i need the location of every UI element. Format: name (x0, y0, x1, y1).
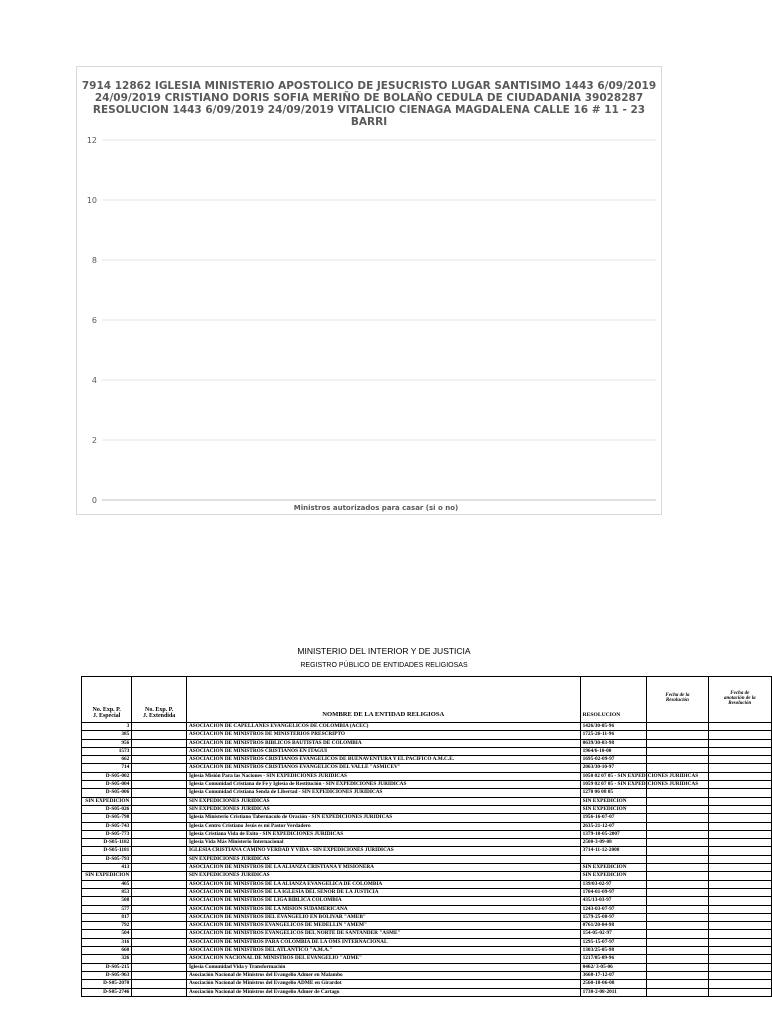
cell-nombre: ASOCIACION DE MINISTROS DE LIGA BIBLICA COLOMBIA (186, 897, 580, 905)
col-header-line: Resolución (728, 700, 752, 706)
cell-fecha-anotacion (708, 814, 771, 822)
cell-nombre: Iglesia Comunidad Cristiana de Fe y Iglesia de Restitución - SIN EXPEDICIONES JURIDICAS (186, 781, 580, 789)
cell-fecha-resolucion (647, 822, 708, 830)
cell-fecha-resolucion (647, 930, 708, 938)
cell-exp-extendida (132, 913, 187, 921)
cell-fecha-resolucion (647, 747, 708, 755)
y-tick-label: 12 (86, 136, 97, 145)
cell-exp-extendida (132, 781, 187, 789)
cell-exp-extendida (132, 864, 187, 872)
cell-exp-especial: D-S05-963 (82, 971, 132, 979)
cell-nombre: ASOCIACION DE MINISTROS BIBLICOS BAUTISTAS DE COLOMBIA (186, 739, 580, 747)
table-row (82, 772, 772, 780)
cell-exp-extendida (132, 789, 187, 797)
cell-exp-especial: 385 (82, 731, 132, 739)
cell-exp-especial: 792 (82, 922, 132, 930)
cell-nombre: ASOCIACION DE MINISTROS DEL EVANGELIO EN BOLIVAR "AMEB" (186, 913, 580, 921)
cell-fecha-anotacion (708, 913, 771, 921)
cell-nombre: SIN EXPEDICIONES JURIDICAS (186, 872, 580, 880)
cell-exp-especial: D-S05-1182 (82, 839, 132, 847)
cell-exp-extendida (132, 756, 187, 764)
cell-resolucion: 1730-2-08-2011 (580, 988, 647, 996)
cell-nombre: ASOCIACION DE MINISTROS CRISTIANOS EN ITAGUI (186, 747, 580, 755)
table-row (82, 822, 772, 830)
cell-resolucion: SIN EXPEDICION (580, 797, 647, 805)
table-row (82, 830, 772, 838)
document-heading: MINISTERIO DEL INTERIOR Y DE JUSTICIA (297, 646, 471, 656)
cell-nombre: SIN EXPEDICIONES JURIDICAS (186, 855, 580, 863)
table-row (82, 839, 772, 847)
cell-fecha-resolucion (647, 938, 708, 946)
cell-exp-especial: D-S05-002 (82, 772, 132, 780)
cell-fecha-resolucion (647, 805, 708, 813)
cell-exp-extendida (132, 980, 187, 988)
cell-fecha-anotacion (708, 747, 771, 755)
col-header-line: Fecha de la (665, 693, 690, 698)
y-tick-label: 0 (91, 496, 97, 505)
cell-fecha-anotacion (708, 764, 771, 772)
cell-exp-extendida (132, 872, 187, 880)
cell-resolucion: 1217/05-09-96 (580, 955, 647, 963)
cell-exp-extendida (132, 938, 187, 946)
cell-fecha-anotacion (708, 872, 771, 880)
cell-exp-extendida (132, 897, 187, 905)
cell-fecha-resolucion (647, 764, 708, 772)
cell-exp-extendida (132, 723, 187, 731)
table-row (82, 855, 772, 863)
cell-fecha-resolucion (647, 739, 708, 747)
cell-nombre: ASOCIACION DE MINISTROS DE LA IGLESIA DEL SEÑOR DE LA JUSTICIA (186, 888, 580, 896)
cell-exp-especial: 504 (82, 930, 132, 938)
cell-exp-extendida (132, 955, 187, 963)
cell-fecha-resolucion (647, 905, 708, 913)
table-row (82, 731, 772, 739)
cell-nombre: Iglesia Ministerio Cristiano Tabernaculo de Oración - SIN EXPEDICIONES JURIDICAS (186, 814, 580, 822)
cell-exp-extendida (132, 814, 187, 822)
cell-fecha-anotacion (708, 805, 771, 813)
cell-exp-especial: 405 (82, 880, 132, 888)
cell-resolucion: 1579-25-08-97 (580, 913, 647, 921)
cell-exp-extendida (132, 963, 187, 971)
cell-nombre: ASOCIACION DE MINISTROS DE MINISTERIOS PRESCRIPTO (186, 731, 580, 739)
cell-fecha-anotacion (708, 938, 771, 946)
cell-fecha-anotacion (708, 772, 771, 780)
cell-resolucion: 1303/25-05-98 (580, 947, 647, 955)
cell-resolucion: 1243-03-07-97 (580, 905, 647, 913)
cell-fecha-anotacion (708, 855, 771, 863)
cell-fecha-resolucion (647, 922, 708, 930)
cell-fecha-anotacion (708, 947, 771, 955)
table-row (82, 747, 772, 755)
cell-resolucion: 0639/30-03-98 (580, 739, 647, 747)
cell-nombre: Iglesia Cristiana Vida de Éxito - SIN EXPEDICIONES JURIDICAS (186, 830, 580, 838)
cell-nombre: SIN EXPEDICIONES JURIDICAS (186, 805, 580, 813)
cell-exp-especial: 3 (82, 723, 132, 731)
table-row (82, 764, 772, 772)
cell-nombre: ASOCIACION DE MINISTROS EVANGELICOS DE MEDELLIN "AMEM" (186, 922, 580, 930)
cell-fecha-anotacion (708, 897, 771, 905)
cell-exp-especial: 577 (82, 905, 132, 913)
cell-nombre: ASOCIACION DE MINISTROS EVANGELICOS DEL NORTE DE SANTANDER "ASME" (186, 930, 580, 938)
cell-resolucion: 139/03-02-97 (580, 880, 647, 888)
table-row (82, 789, 772, 797)
cell-exp-extendida (132, 888, 187, 896)
cell-resolucion: 1704-01-09-97 (580, 888, 647, 896)
y-tick-label: 2 (91, 436, 97, 445)
cell-exp-extendida (132, 747, 187, 755)
cell-exp-especial: 316 (82, 938, 132, 946)
cell-nombre: Asociación Nacional de Ministros del Evangelio ADME en Girardot (186, 980, 580, 988)
cell-fecha-resolucion (647, 731, 708, 739)
table-row (82, 797, 772, 805)
cell-nombre: SIN EXPEDICIONES JURIDICAS (186, 797, 580, 805)
cell-nombre: Iglesia Misión Para las Naciones - SIN EXPEDICIONES JURIDICAS (186, 772, 580, 780)
cell-resolucion: 0462/ 3-05-06 (580, 963, 647, 971)
chart-title-line: 7914 12862 IGLESIA MINISTERIO APOSTOLICO DE JESUCRISTO LUGAR SANTISIMO 1443 6/09/2019 (81, 80, 657, 92)
table-row (82, 947, 772, 955)
cell-fecha-resolucion (647, 847, 708, 855)
cell-nombre: ASOCIACION DE MINISTROS DEL ATLANTICO "A.M.A." (186, 947, 580, 955)
table-row (82, 955, 772, 963)
cell-exp-especial: 662 (82, 756, 132, 764)
cell-fecha-anotacion (708, 830, 771, 838)
col-header-exp-extendida (132, 677, 187, 723)
cell-fecha-anotacion (708, 888, 771, 896)
table-row (82, 880, 772, 888)
cell-resolucion: SIN EXPEDICION (580, 872, 647, 880)
cell-exp-especial: 660 (82, 947, 132, 955)
col-header-line: No. Exp. P. (92, 707, 121, 713)
table-row (82, 922, 772, 930)
cell-exp-especial: 956 (82, 739, 132, 747)
col-header-line: J. Extendida (142, 713, 176, 719)
cell-exp-especial: D-S05-798 (82, 814, 132, 822)
cell-fecha-resolucion (647, 880, 708, 888)
cell-exp-especial: D-S05-004 (82, 781, 132, 789)
cell-exp-especial: 508 (82, 897, 132, 905)
cell-resolucion: 1695-02-09-97 (580, 756, 647, 764)
table-row (82, 913, 772, 921)
cell-fecha-resolucion (647, 897, 708, 905)
y-tick-label: 8 (91, 256, 97, 265)
cell-fecha-anotacion (708, 731, 771, 739)
cell-resolucion: 1050 02 07 05 - SIN EXPEDICIONES JURIDICAS (580, 772, 647, 780)
cell-resolucion: SIN EXPEDICION (580, 864, 647, 872)
y-tick-label: 10 (86, 196, 97, 205)
cell-exp-extendida (132, 922, 187, 930)
chart-title-line: 24/09/2019 CRISTIANO DORIS SOFIA MERIÑO DE BOLAÑO CEDULA DE CIUDADANIA 39028287 (94, 92, 644, 104)
col-header-line: No. Exp. P. (144, 707, 174, 713)
cell-resolucion: 3668-17-12-07 (580, 971, 647, 979)
y-tick-label: 6 (91, 316, 97, 325)
table-row (82, 805, 772, 813)
cell-fecha-resolucion (647, 839, 708, 847)
cell-exp-extendida (132, 839, 187, 847)
col-header-line: anotación de la (723, 695, 756, 701)
cell-resolucion: 1956-16-07-07 (580, 814, 647, 822)
cell-nombre: Asociación Nacional de Ministros del Evangelio Admer en Malambo (186, 971, 580, 979)
cell-fecha-anotacion (708, 781, 771, 789)
table-header-row (82, 677, 772, 723)
cell-fecha-anotacion (708, 822, 771, 830)
cell-exp-extendida (132, 830, 187, 838)
cell-fecha-anotacion (708, 963, 771, 971)
cell-fecha-resolucion (647, 955, 708, 963)
col-header-line: J. Especial (92, 713, 121, 719)
table-row (82, 988, 772, 996)
col-header-fecha-resolucion (647, 677, 708, 723)
cell-nombre: ASOCIACION DE MINISTROS DE LA ALIANZA EVANGELICA DE COLOMBIA (186, 880, 580, 888)
cell-fecha-resolucion (647, 797, 708, 805)
cell-resolucion: 2500-3-09-08 (580, 839, 647, 847)
col-header-nombre: NOMBRE DE LA ENTIDAD RELIGIOSA (186, 677, 580, 723)
cell-fecha-anotacion (708, 988, 771, 996)
cell-fecha-resolucion (647, 988, 708, 996)
cell-nombre: Iglesia Comunidad Vida y Transformación (186, 963, 580, 971)
cell-nombre: ASOCIACION DE MINISTROS CRISTIANOS EVANGELICOS DE BUENAVENTURA Y EL PACIFICO A.M.C.E. (186, 756, 580, 764)
cell-exp-especial: D-S05-2746 (82, 988, 132, 996)
cell-fecha-anotacion (708, 930, 771, 938)
table-row (82, 980, 772, 988)
document-subheading: REGISTRO PÚBLICO DE ENTIDADES RELIGIOSAS (300, 662, 468, 669)
col-header-line: Resolución (665, 698, 689, 703)
table-row (82, 781, 772, 789)
cell-fecha-anotacion (708, 922, 771, 930)
cell-fecha-anotacion (708, 789, 771, 797)
cell-exp-extendida (132, 764, 187, 772)
cell-resolucion: 0761/20-04-98 (580, 922, 647, 930)
cell-fecha-resolucion (647, 723, 708, 731)
cell-resolucion: 154-05-02-97 (580, 930, 647, 938)
cell-fecha-resolucion (647, 756, 708, 764)
col-header-fecha-anotacion (708, 677, 771, 723)
table-row (82, 963, 772, 971)
cell-resolucion: 435/13-03-97 (580, 897, 647, 905)
cell-exp-extendida (132, 731, 187, 739)
cell-nombre: Iglesia Vida Más Ministerio Internacional (186, 839, 580, 847)
col-header-resolucion: RESOLUCION (580, 677, 647, 723)
cell-exp-extendida (132, 797, 187, 805)
cell-fecha-anotacion (708, 839, 771, 847)
registry-table (81, 676, 772, 997)
cell-exp-especial: D-S05-793 (82, 855, 132, 863)
cell-fecha-anotacion (708, 971, 771, 979)
table-row (82, 814, 772, 822)
cell-fecha-anotacion (708, 756, 771, 764)
table-row (82, 864, 772, 872)
cell-exp-especial: 817 (82, 913, 132, 921)
cell-fecha-anotacion (708, 847, 771, 855)
chart-title-line: RESOLUCION 1443 6/09/2019 24/09/2019 VITALICIO CIENAGA MAGDALENA CALLE 16 # 11 - 23 (92, 104, 646, 116)
cell-exp-especial: 1573 (82, 747, 132, 755)
cell-nombre: ASOCIACION DE MINISTROS DE LA MISION SUDAMERICANA (186, 905, 580, 913)
cell-resolucion: 1964/6-10-00 (580, 747, 647, 755)
table-row (82, 847, 772, 855)
cell-fecha-resolucion (647, 864, 708, 872)
cell-fecha-resolucion (647, 872, 708, 880)
cell-exp-especial: SIN EXPEDICION (82, 872, 132, 880)
cell-exp-extendida (132, 739, 187, 747)
cell-fecha-resolucion (647, 913, 708, 921)
table-row (82, 897, 772, 905)
table-row (82, 930, 772, 938)
cell-exp-especial: D-S05-215 (82, 963, 132, 971)
cell-resolucion: 1379-10-05-2007 (580, 830, 647, 838)
cell-exp-especial: D-S05-006 (82, 789, 132, 797)
cell-resolucion: 1059 02 07 05 - SIN EXPEDICIONES JURIDICAS (580, 781, 647, 789)
cell-resolucion: 2635-21-12-07 (580, 822, 647, 830)
cell-nombre: Iglesia Comunidad Cristiana Senda de Libertad - SIN EXPEDICIONES JURIDICAS (186, 789, 580, 797)
cell-exp-extendida (132, 822, 187, 830)
cell-fecha-resolucion (647, 888, 708, 896)
cell-nombre: IGLESIA CRISTIANA CAMINO VERDAD Y VIDA - SIN EXPEDICIONES JURIDICAS (186, 847, 580, 855)
cell-fecha-anotacion (708, 980, 771, 988)
cell-exp-especial: D-S05-2070 (82, 980, 132, 988)
cell-exp-especial: D-S05-026 (82, 805, 132, 813)
table-row (82, 872, 772, 880)
cell-resolucion: SIN EXPEDICION (580, 805, 647, 813)
cell-exp-especial: SIN EXPEDICION (82, 797, 132, 805)
cell-resolucion: 2063/30-10-97 (580, 764, 647, 772)
cell-fecha-resolucion (647, 963, 708, 971)
cell-fecha-anotacion (708, 955, 771, 963)
cell-exp-extendida (132, 880, 187, 888)
cell-exp-extendida (132, 971, 187, 979)
cell-fecha-anotacion (708, 723, 771, 731)
table-row (82, 971, 772, 979)
cell-exp-especial: 853 (82, 888, 132, 896)
cell-exp-extendida (132, 930, 187, 938)
table-row (82, 888, 772, 896)
table-row (82, 723, 772, 731)
cell-resolucion: 1426/30-05-96 (580, 723, 647, 731)
cell-exp-extendida (132, 847, 187, 855)
cell-exp-especial: 714 (82, 764, 132, 772)
cell-nombre: Iglesia Centro Cristiano Jesús es mi Pastor Verdadero (186, 822, 580, 830)
cell-exp-especial: D-S05-1181 (82, 847, 132, 855)
cell-resolucion: 1725-26-11-96 (580, 731, 647, 739)
chart-title-line: BARRI (350, 116, 388, 128)
x-axis-label: Ministros autorizados para casar (si o no) (293, 504, 459, 512)
cell-exp-especial: D-S05-743 (82, 822, 132, 830)
cell-nombre: ASOCIACION DE MINISTROS PARA COLOMBIA DE LA OMS INTERNACIONAL (186, 938, 580, 946)
table-row (82, 756, 772, 764)
cell-fecha-resolucion (647, 830, 708, 838)
cell-exp-especial: D-S05-773 (82, 830, 132, 838)
cell-fecha-anotacion (708, 739, 771, 747)
cell-nombre: ASOCIACION DE CAPELLANES EVANGELICOS DE COLOMBIA (ACEC) (186, 723, 580, 731)
cell-fecha-resolucion (647, 814, 708, 822)
cell-exp-extendida (132, 905, 187, 913)
col-header-line: Fecha de (730, 690, 750, 696)
col-header-exp-especial (82, 677, 132, 723)
cell-fecha-anotacion (708, 905, 771, 913)
cell-exp-especial: 413 (82, 864, 132, 872)
cell-resolucion: 1270 06 08 05 (580, 789, 647, 797)
cell-resolucion: 1295-15-07-97 (580, 938, 647, 946)
cell-nombre: ASOCIACION DE MINISTROS CRISTIANOS EVANGELICOS DEL VALLE "ASMICEV" (186, 764, 580, 772)
cell-fecha-anotacion (708, 864, 771, 872)
cell-exp-extendida (132, 805, 187, 813)
cell-resolucion: 2560-18-06-08 (580, 980, 647, 988)
cell-fecha-resolucion (647, 971, 708, 979)
cell-resolucion (580, 855, 647, 863)
cell-fecha-resolucion (647, 980, 708, 988)
cell-nombre: Asociación Nacional de Ministros del Evangelio Admer de Cartago (186, 988, 580, 996)
cell-exp-extendida (132, 855, 187, 863)
cell-fecha-anotacion (708, 880, 771, 888)
y-tick-label: 4 (91, 376, 97, 385)
cell-fecha-resolucion (647, 789, 708, 797)
cell-nombre: ASOCIACION DE MINISTROS DE LA ALIANZA CRISTIANA Y MISIONERA (186, 864, 580, 872)
cell-fecha-resolucion (647, 855, 708, 863)
cell-nombre: ASOCIACION NACIONAL DE MINISTROS DEL EVANGELIO "ADME" (186, 955, 580, 963)
cell-exp-extendida (132, 772, 187, 780)
cell-fecha-resolucion (647, 947, 708, 955)
table-row (82, 905, 772, 913)
cell-fecha-anotacion (708, 797, 771, 805)
cell-resolucion: 3714-11-12-2008 (580, 847, 647, 855)
cell-exp-extendida (132, 947, 187, 955)
table-row (82, 938, 772, 946)
cell-exp-extendida (132, 988, 187, 996)
table-row (82, 739, 772, 747)
cell-exp-especial: 326 (82, 955, 132, 963)
